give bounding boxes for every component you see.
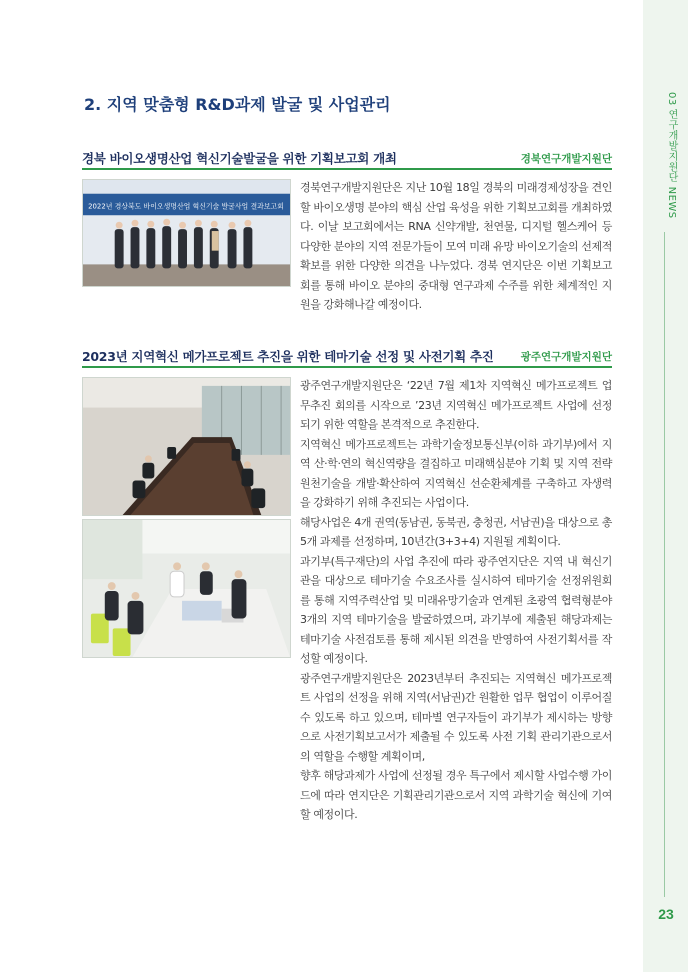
article-2-rule xyxy=(82,366,612,368)
side-section-title: 03 연구개발지원단 NEWS xyxy=(666,92,677,219)
article-2-paragraph-2: 지역혁신 메가프로젝트는 과학기술정보통신부(이하 과기부)에서 지역 산·학·연의 혁신역량을 결집하고 미래핵심분야 기획 및 지역 전략 원천기술을 개발·확산하여 지역혁신 선순환체계를 구축하고 자생력을 강화하기 위해 추진되는 사업이다. xyxy=(300,437,612,509)
article-2-photo-discussion xyxy=(82,519,291,658)
article-2-body xyxy=(300,376,612,825)
article-1-photo xyxy=(82,179,291,287)
section-heading: 2. 지역 맞춤형 R&D과제 발굴 및 사업관리 xyxy=(84,95,391,114)
article-1-photo-banner-text: 2022년 경상북도 바이오생명산업 혁신기술 발굴사업 결과보고회 xyxy=(88,202,284,211)
article-2-paragraph-1: 광주연구개발지원단은 ‘22년 7월 제1차 지역혁신 메가프로젝트 업무추진 회의를 시작으로 ’23년 지역혁신 메가프로젝트 사업에 선정되기 위한 역할을 본격적으로 추진한다. xyxy=(300,379,612,431)
article-2-source: 광주연구개발지원단 xyxy=(520,351,612,363)
article-2-paragraph-4: 과기부(특구재단)의 사업 추진에 따라 광주연지단은 지역 내 혁신기관을 대상으로 테마기술 수요조사를 실시하여 테마기술 선정위원회를 통해 지역주력산업 및 미래유망기술과 연계된 초광역 협력형분야 3개의 지역 테마기술을 발굴하였으며, 과기부에 제출된 해당과제는 테마기술 사전검토를 통해 제시된 의견을 반영하여 사전기획서를 작성할 예정이다. xyxy=(300,554,612,665)
article-2-paragraph-5: 광주연구개발지원단은 2023년부터 추진되는 지역혁신 메가프로젝트 사업의 선정을 위해 지역(서남권)간 원활한 업무 협업이 이루어질 수 있도록 하고 있으며, 테마별 연구자들이 과기부가 제시하는 방향으로 사전기획보고서가 제출될 수 있도록 사전 기획 관리기관으로서의 역할을 수행할 계획이며, xyxy=(300,671,612,763)
article-1-title: 경북 바이오생명산업 혁신기술발굴을 위한 기획보고회 개최 xyxy=(82,151,397,166)
article-2-photo-meeting-room xyxy=(82,377,291,516)
article-1-source: 경북연구개발지원단 xyxy=(520,153,612,165)
article-1-body xyxy=(300,178,612,315)
page-number: 23 xyxy=(658,906,674,922)
article-1-paragraph: 경북연구개발지원단은 지난 10월 18일 경북의 미래경제성장을 견인할 바이오생명 분야의 핵심 산업 육성을 위한 기획보고회를 개최하였다. 이날 보고회에서는 RNA 신약개발, 천연물, 디지털 헬스케어 등 다양한 분야의 지역 전문가들이 모여 미래 유망 바이오기술의 선제적 확보를 위한 다양한 의견을 나누었다. 경북 연지단은 이번 기획보고회를 통해 바이오 분야의 중대형 연구과제 수주를 위한 체계적인 지원을 강화해나갈 예정이다. xyxy=(300,181,612,311)
article-2-title: 2023년 지역혁신 메가프로젝트 추진을 위한 테마기술 선정 및 사전기획 추진 xyxy=(82,349,494,364)
article-2-paragraph-6: 향후 해당과제가 사업에 선정될 경우 특구에서 제시할 사업수행 가이드에 따라 연지단은 기획관리기관으로서 지역 과학기술 혁신에 기여할 예정이다. xyxy=(300,769,612,821)
side-divider-line xyxy=(664,232,665,897)
article-1-rule xyxy=(82,168,612,170)
article-2-paragraph-3: 해당사업은 4개 권역(동남권, 동북권, 충청권, 서남권)을 대상으로 총 5개 과제를 선정하며, 10년간(3+3+4) 지원될 계획이다. xyxy=(300,515,612,548)
